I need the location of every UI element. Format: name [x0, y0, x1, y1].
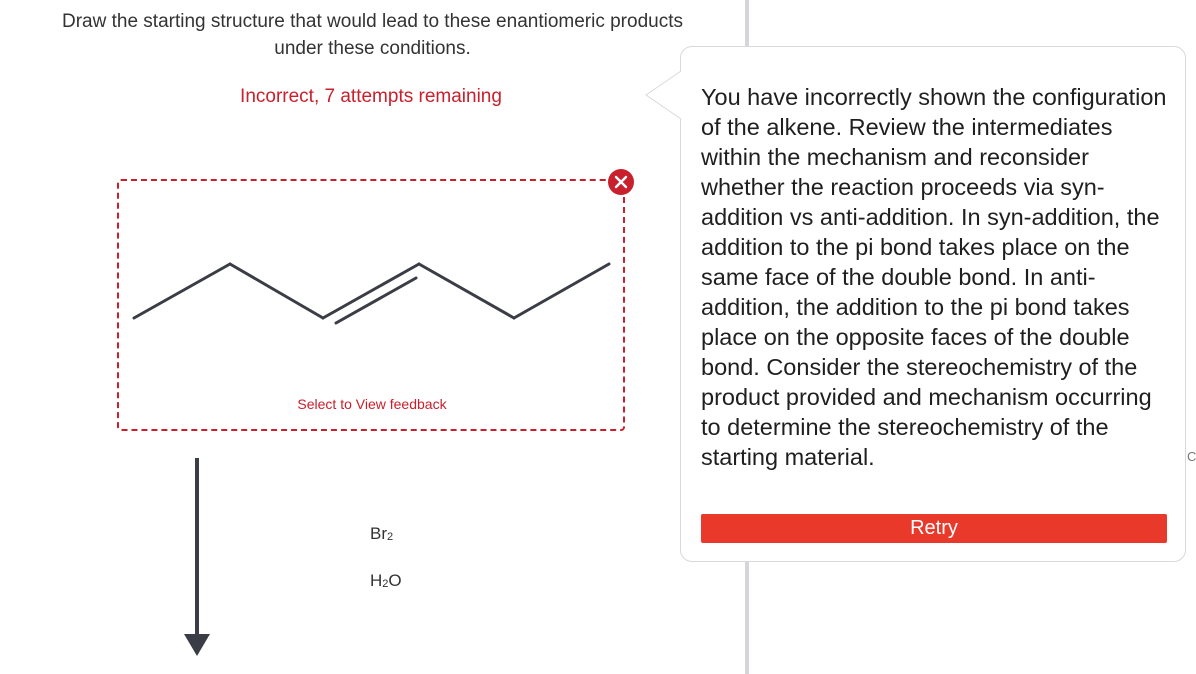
attempts-status: Incorrect, 7 attempts remaining: [240, 86, 502, 107]
reagent-water-base: H: [370, 571, 383, 590]
question-line-1: Draw the starting structure that would lead to these enantiomeric products: [62, 11, 683, 32]
bond-c2-c3: [230, 264, 323, 318]
question-line-2: under these conditions.: [274, 38, 471, 59]
feedback-message: You have incorrectly shown the configuration of the alkene. Review the intermediates within the mechanism and reconsider whether the reaction proceeds via syn-addition vs anti-addition. In syn-addition, the addition to the pi bond takes place on the same face of the double bond. In anti-addition, the addition to the pi bond takes place on the opposite faces of the double bond. Consider the stereochemistry of the product provided and mechanism occurring to determine the stereochemistry of the starting material.: [701, 84, 1167, 470]
bond-c3-c4: [323, 264, 419, 318]
reagent-bromine-base: Br: [370, 524, 387, 543]
bond-c5-c6: [514, 264, 609, 318]
view-feedback-link[interactable]: Select to View feedback: [297, 396, 447, 412]
bond-c1-c2: [134, 264, 230, 318]
reagent-bromine: [370, 524, 393, 544]
bond-c4-c5: [419, 264, 514, 318]
reagent-water: [370, 571, 402, 591]
feedback-popup: [680, 46, 1186, 562]
retry-button[interactable]: Retry: [701, 514, 1167, 543]
reagent-bromine-subscript: 2: [387, 531, 394, 543]
clipped-edge-text: C: [1187, 449, 1196, 464]
down-arrow-icon: [180, 456, 214, 660]
bond-c3-c4-double: [336, 278, 416, 323]
reagent-water-tail: O: [388, 571, 402, 590]
close-icon: [614, 175, 628, 189]
popup-pointer: [640, 70, 682, 120]
remove-structure-button[interactable]: [608, 169, 634, 195]
reagent-water-subscript: 2: [382, 578, 389, 590]
